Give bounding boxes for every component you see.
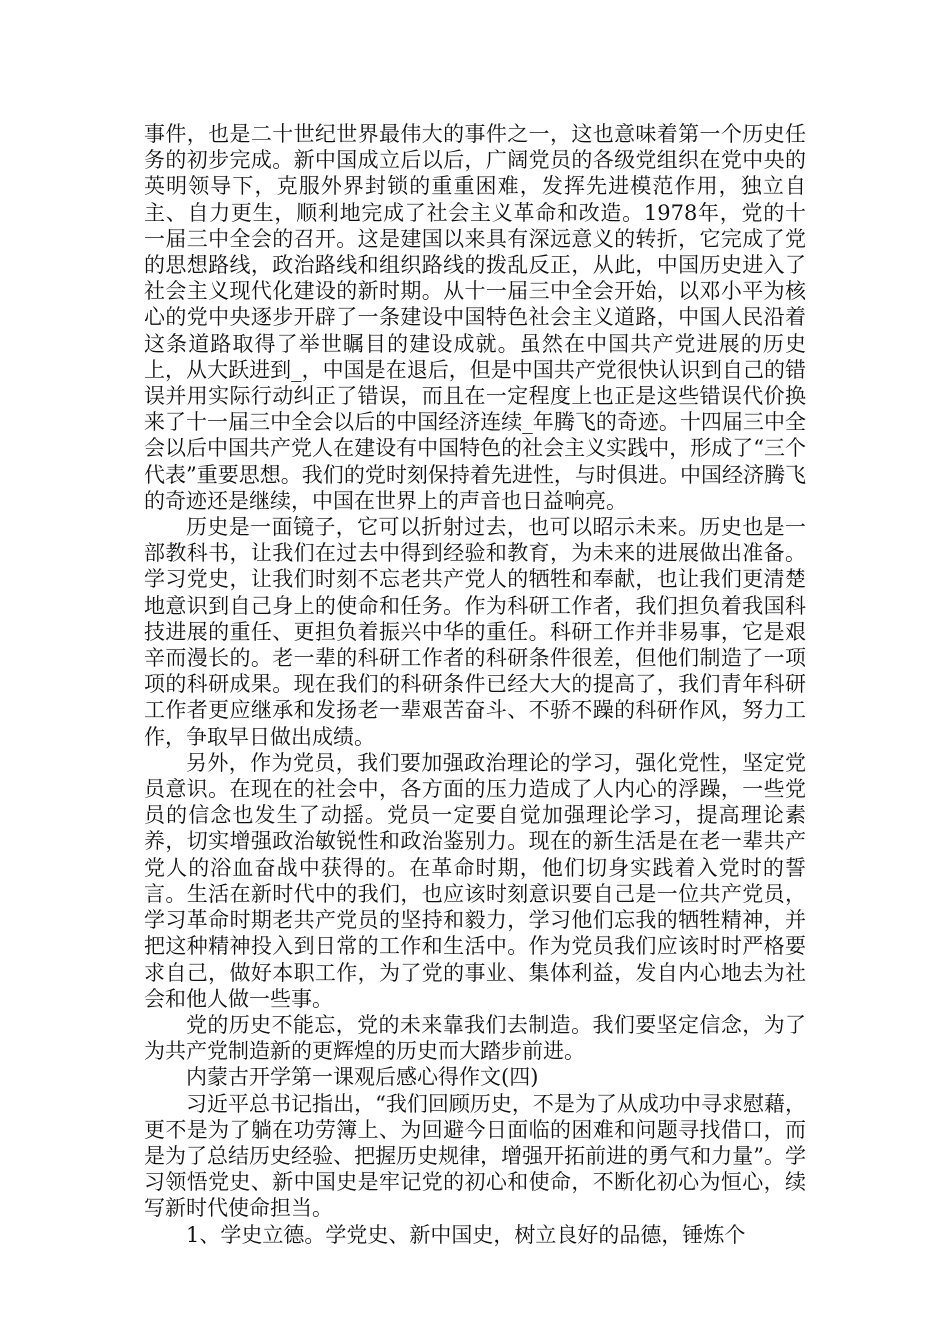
paragraph-4: 党的历史不能忘，党的未来靠我们去制造。我们要坚定信念，为了为共产党制造新的更辉煌的历史而大踏步前进。 [144, 1012, 806, 1064]
section-heading: 内蒙古开学第一课观后感心得作文(四) [186, 1065, 539, 1090]
paragraph-3: 另外，作为党员，我们要加强政治理论的学习，强化党性，坚定党员意识。在现在的社会中，各方面的压力造成了人内心的浮躁，一些党员的信念也发生了动摇。党员一定要自觉加强理论学习，提高理论素养，切实增强政治敏锐性和政治鉴别力。现在的新生活是在老一辈共产党人的浴血奋战中获得的。在革命时期，他们切身实践着入党时的誓言。生活在新时代中的我们，也应该时刻意识要自己是一位共产党员，学习革命时期老共产党员的坚持和毅力，学习他们忘我的牺牲精神，并把这种精神投入到日常的工作和生活中。作为党员我们应该时时严格要求自己，做好本职工作，为了党的事业、集体利益，发自内心地去为社会和他人做一些事。 [144, 750, 806, 1011]
paragraph-7: 1、学史立德。学党史、新中国史，树立良好的品德，锤炼个 [186, 1222, 746, 1247]
paragraph-2: 历史是一面镜子，它可以折射过去，也可以昭示未来。历史也是一部教科书，让我们在过去中得到经验和教育，为未来的进展做出准备。学习党史，让我们时刻不忘老共产党人的牺牲和奉献，也让我们更清楚地意识到自己身上的使命和任务。作为科研工作者，我们担负着我国科技进展的重任、更担负着振兴中华的重任。科研工作并非易事，它是艰辛而漫长的。老一辈的科研工作者的科研条件很差，但他们制造了一项项的科研成果。现在我们的科研条件已经大大的提高了，我们青年科研工作者更应继承和发扬老一辈艰苦奋斗、不骄不躁的科研作风，努力工作，争取早日做出成绩。 [144, 515, 806, 749]
document-body [144, 121, 806, 1248]
paragraph-1: 事件，也是二十世纪世界最伟大的事件之一，这也意味着第一个历史任务的初步完成。新中国成立后以后，广阔党员的各级党组织在党中央的英明领导下，克服外界封锁的重重困难，发挥先进模范作用，独立自主、自力更生，顺利地完成了社会主义革命和改造。1978年，党的十一届三中全会的召开。这是建国以来具有深远意义的转折，它完成了党的思想路线，政治路线和组织路线的拨乱反正，从此，中国历史进入了社会主义现代化建设的新时期。从十一届三中全会开始，以邓小平为核心的党中央逐步开辟了一条建设中国特色社会主义道路，中国人民沿着这条道路取得了举世瞩目的建设成就。虽然在中国共产党进展的历史上，从大跃进到_，中国是在退后，但是中国共产党很快认识到自己的错误并用实际行动纠正了错误，而且在一定程度上也正是这些错误代价换来了十一届三中全会以后的中国经济连续_年腾飞的奇迹。十四届三中全会以后中国共产党人在建设有中国特色的社会主义实践中，形成了“三个代表”重要思想。我们的党时刻保持着先进性，与时俱进。中国经济腾飞的奇迹还是继续，中国在世界上的声音也日益响亮。 [144, 122, 806, 513]
paragraph-6: 习近平总书记指出，“我们回顾历史，不是为了从成功中寻求慰藉，更不是为了躺在功劳簿上、为回避今日面临的困难和问题寻找借口，而是为了总结历史经验、把握历史规律，增强开拓前进的勇气和力量”。学习领悟党史、新中国史是牢记党的初心和使命，不断化初心为恒心，续写新时代使命担当。 [144, 1091, 806, 1221]
